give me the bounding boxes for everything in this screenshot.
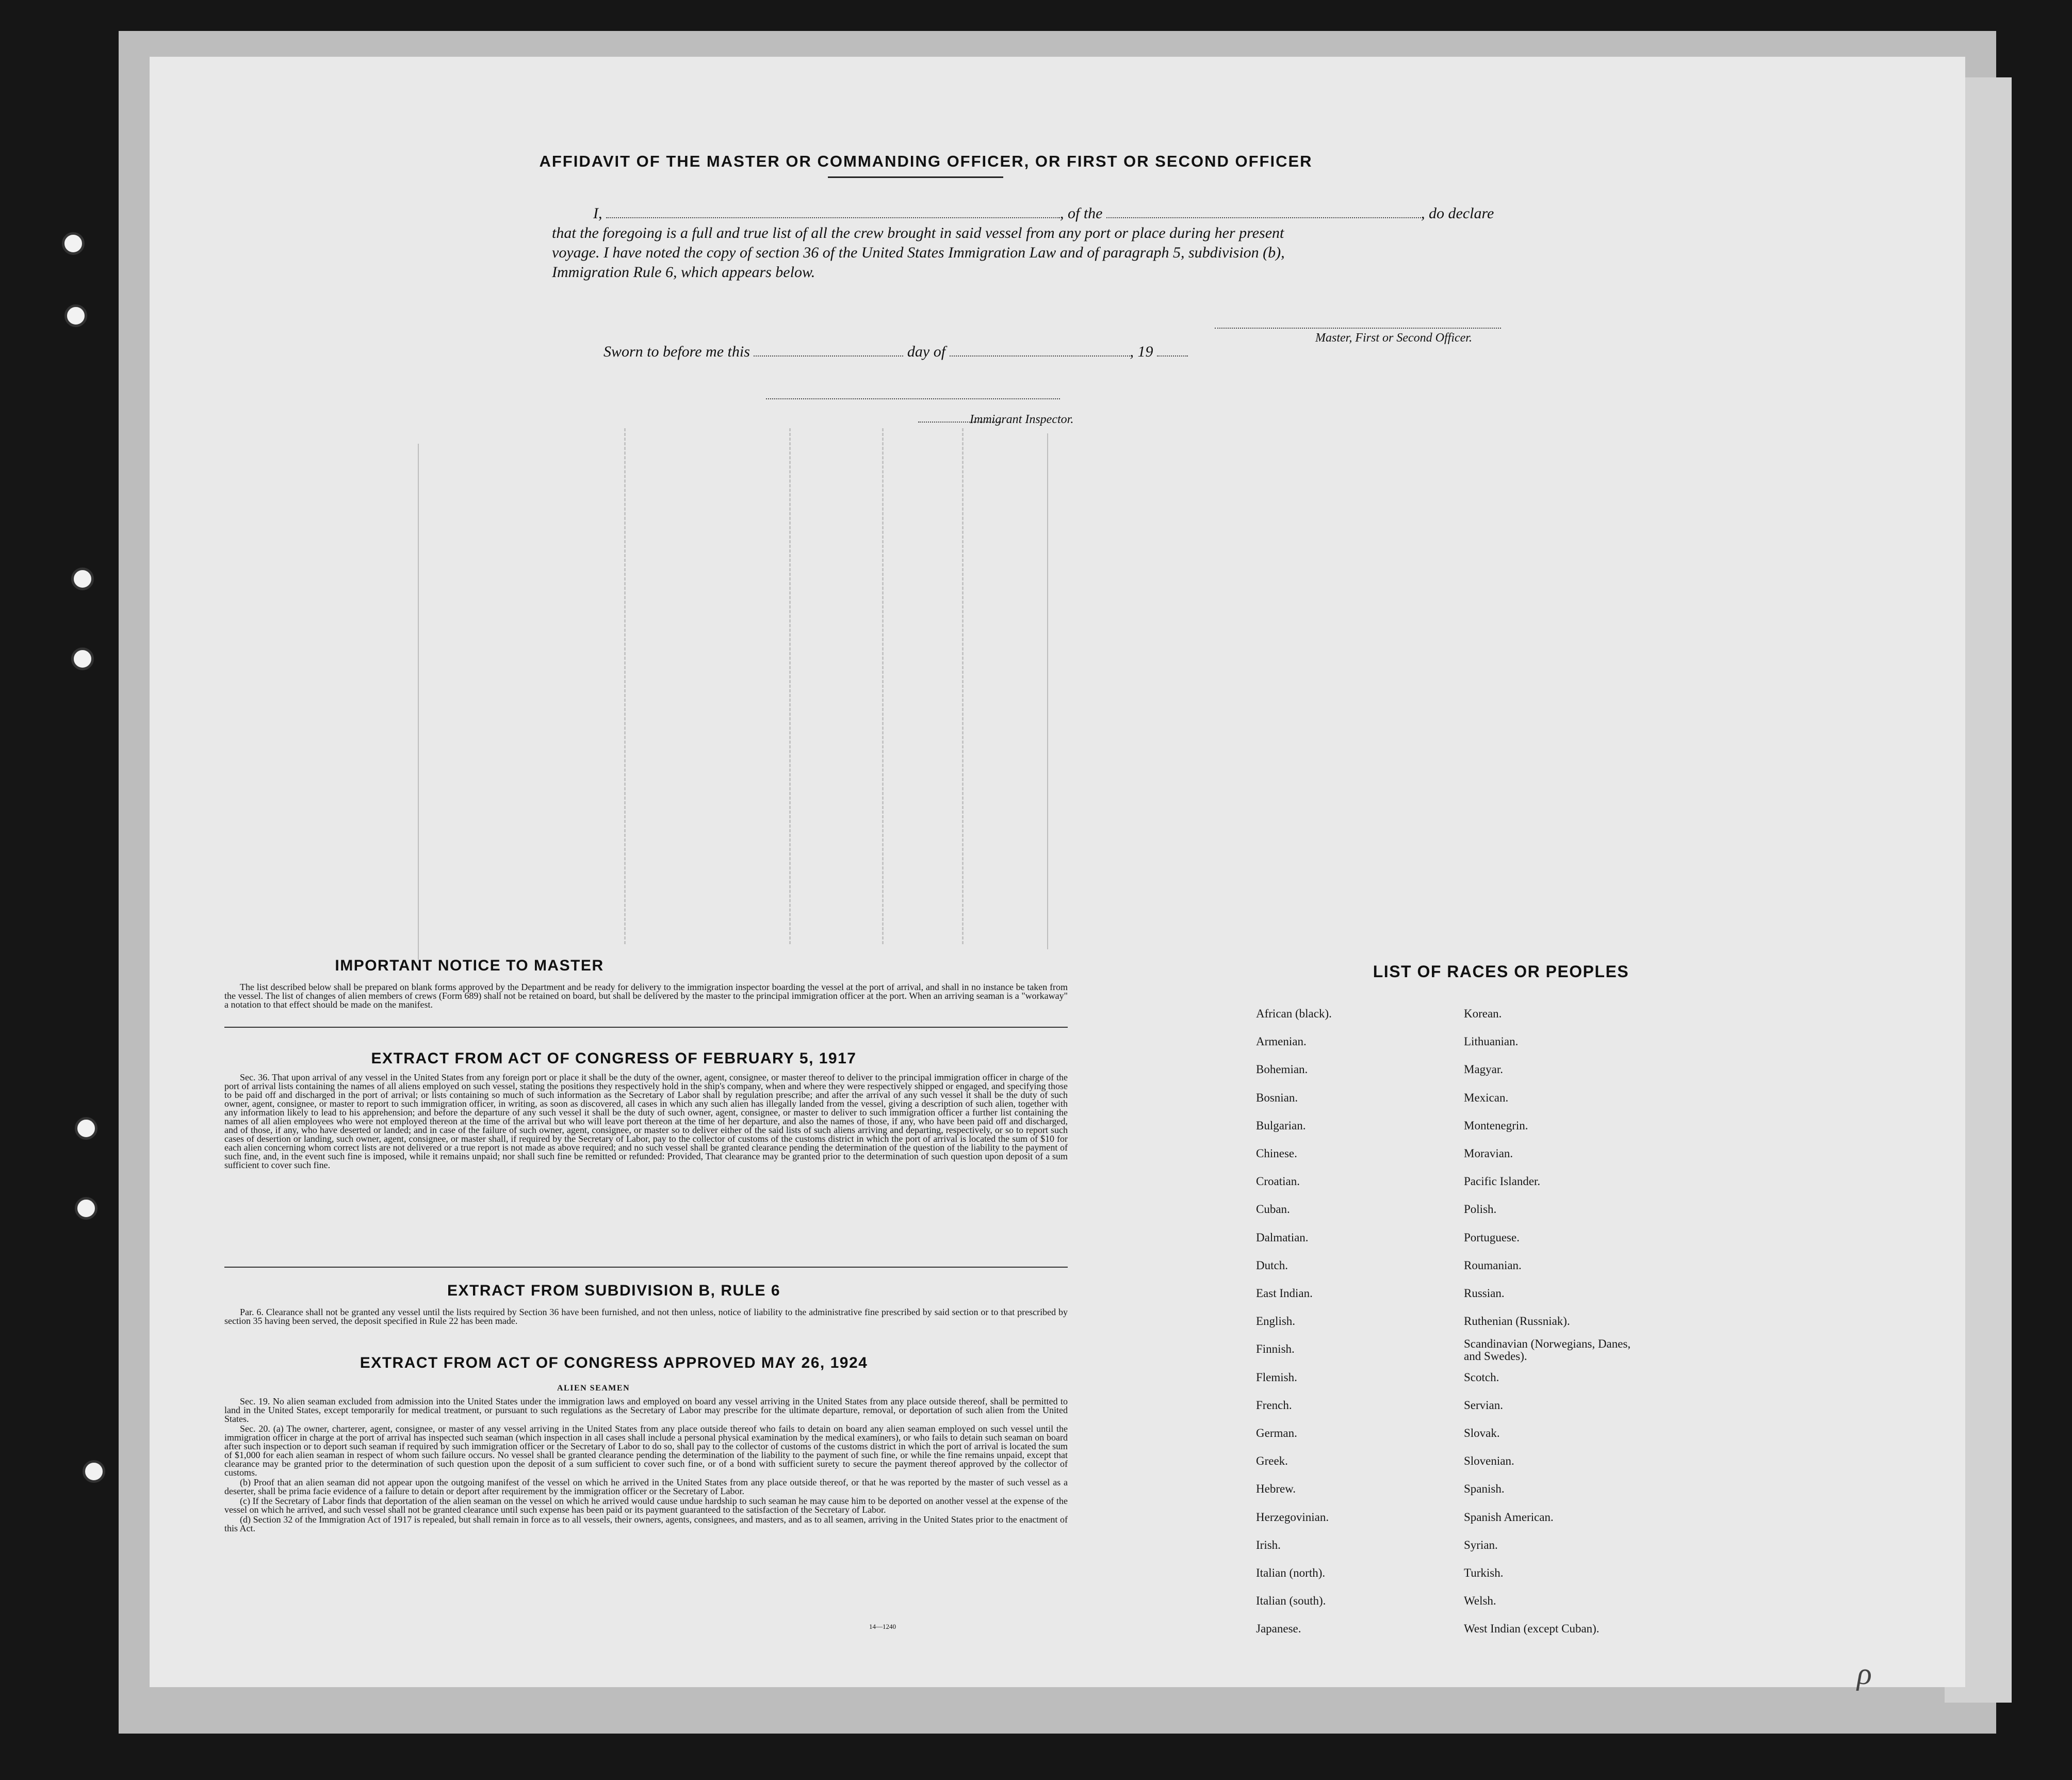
extract-1924-sec20b: (b) Proof that an alien seaman did not appear upon the outgoing manifest of the vessel on which he arrived in the United States from any place outside thereof, or that he was reported by the master of such vessel as a deserter, shall be prima facie evidence of a failure to detain or deport after requirement by the immigration officer or the Secretary of Labor. xyxy=(224,1477,1068,1496)
sworn-day-blank[interactable] xyxy=(754,344,903,357)
affidavit-title: AFFIDAVIT OF THE MASTER OR COMMANDING OFFICER, OR FIRST OR SECOND OFFICER xyxy=(539,152,1313,170)
extract-1924-sec20d: (d) Section 32 of the Immigration Act of 1917 is repealed, but shall remain in force as to all vessels, their owners, agents, consignees, and masters, and as to all seamen, arriving in the United States prior to the enactment of this Act. xyxy=(224,1514,1068,1533)
bleed-through-line xyxy=(882,428,884,944)
race-entry: Scotch. xyxy=(1464,1371,1499,1384)
extract-1924-title: EXTRACT FROM ACT OF CONGRESS APPROVED MAY 26, 1924 xyxy=(360,1354,868,1371)
affidavit-line xyxy=(552,204,1547,223)
extract-1924-sec20c: (c) If the Secretary of Labor finds that deportation of the alien seaman on the vessel on which he arrived would cause undue hardship to such seaman he may cause him to be deported on another vessel at the expense of the vessel on which he arrived, and such vessel shall not be granted clearance until such expense has been paid or its payment guaranteed to the satisfaction of the Secretary of Labor. xyxy=(224,1496,1068,1515)
binder-hole xyxy=(71,568,94,590)
sworn-text-year: , 19 xyxy=(1130,343,1153,360)
form-page xyxy=(150,57,1965,1691)
race-entry: Moravian. xyxy=(1464,1147,1513,1160)
race-entry: German. xyxy=(1256,1427,1297,1439)
race-entry: Syrian. xyxy=(1464,1539,1498,1551)
extract-1917-title: EXTRACT FROM ACT OF CONGRESS OF FEBRUARY 5, 1917 xyxy=(371,1050,857,1067)
bleed-through-line xyxy=(962,428,964,944)
sworn-text: Sworn to before me this xyxy=(603,343,750,360)
race-entry: Bulgarian. xyxy=(1256,1119,1306,1132)
race-entry: Welsh. xyxy=(1464,1594,1496,1607)
extract-rule6-title: EXTRACT FROM SUBDIVISION B, RULE 6 xyxy=(447,1282,781,1299)
extract-rule6-text xyxy=(224,1308,1068,1326)
sworn-text-day-of: day of xyxy=(907,343,946,360)
race-entry: Slovak. xyxy=(1464,1427,1500,1439)
affidavit-line: voyage. I have noted the copy of section 36 of the United States Immigration Law and of paragraph 5, subdivision (b), xyxy=(552,244,1285,261)
race-entry: Herzegovinian. xyxy=(1256,1511,1329,1524)
race-entry: Bohemian. xyxy=(1256,1063,1308,1076)
race-entry: Flemish. xyxy=(1256,1371,1297,1384)
race-entry: Turkish. xyxy=(1464,1566,1504,1579)
extract-1924-sec20a: Sec. 20. (a) The owner, charterer, agent, consignee, or master of any vessel arriving in the United States from any place outside thereof who fails to detain on board any alien seaman employed on such vessel until the immigration officer in charge at the port of arrival has inspected such seaman (which inspection in all cases shall include a personal physical examination by the medical examiners), or who fails to detain such seaman on board after such inspection or to deport such seaman if required by such immigration officer or the Secretary of Labor to do so, shall pay to the collector of customs of the customs district in which the port of arrival is located the sum of $1,000 for each alien seaman in respect of whom such failure occurs. No vessel shall be granted clearance pending the determination of the liability to the payment of such fine, or while the fine remains unpaid, except that clearance may be granted prior to the determination of such question upon the deposit of a sum sufficient to cover such fine, or of a bond with sufficient surety to secure the payment thereof approved by the collector of customs. xyxy=(224,1423,1068,1478)
extract-1924-text xyxy=(224,1397,1068,1534)
notice-text xyxy=(224,983,1068,1010)
race-entry: Dutch. xyxy=(1256,1259,1288,1272)
extract-1917-text xyxy=(224,1073,1068,1171)
sworn-year-blank[interactable] xyxy=(1157,344,1188,357)
affidavit-text xyxy=(552,204,1547,282)
race-entry: Italian (north). xyxy=(1256,1566,1326,1579)
binder-hole xyxy=(75,1197,97,1220)
race-entry: Irish. xyxy=(1256,1539,1281,1551)
affidavit-text-declare: , do declare xyxy=(1421,205,1494,222)
inspector-signature-line[interactable] xyxy=(766,398,1060,399)
race-entry: Montenegrin. xyxy=(1464,1119,1528,1132)
race-entry: Croatian. xyxy=(1256,1175,1300,1188)
form-number: 14—1240 xyxy=(869,1623,896,1630)
notice-paragraph: The list described below shall be prepared on blank forms approved by the Department and be ready for delivery to the immigration inspector boarding the vessel at the port of arrival, and shall in no instance be taken from the vessel. The list of changes of alien members of crews (Form 689) shall not be retained on board, but shall be delivered by the master to the principal immigration officer at the port. When an arriving seaman is a "workaway" a notation to that effect should be made on the manifest. xyxy=(224,982,1068,1010)
race-entry: Greek. xyxy=(1256,1454,1288,1467)
affidavit-text-of-the: , of the xyxy=(1060,205,1103,222)
race-entry: East Indian. xyxy=(1256,1287,1313,1300)
binder-hole xyxy=(71,648,94,670)
bleed-through-line xyxy=(624,428,626,944)
binder-hole xyxy=(75,1117,97,1140)
bleed-through-line xyxy=(418,444,419,960)
alien-seamen-subtitle: ALIEN SEAMEN xyxy=(557,1384,630,1393)
binder-hole xyxy=(62,232,85,255)
vessel-blank[interactable] xyxy=(1106,206,1421,218)
race-entry: Japanese. xyxy=(1256,1622,1301,1635)
binder-hole xyxy=(83,1460,105,1483)
bleed-through-line xyxy=(789,428,791,944)
master-signature-label: Master, First or Second Officer. xyxy=(1315,331,1472,345)
notice-title: IMPORTANT NOTICE TO MASTER xyxy=(335,957,604,974)
extract-rule6-paragraph: Par. 6. Clearance shall not be granted any vessel until the lists required by Section 36 have been furnished, and not then unless, notice of liability to the administrative fine prescribed by said section or to that prescribed by section 35 having been served, the deposit specified in Rule 22 has been made. xyxy=(224,1307,1068,1326)
race-entry: Scandinavian (Norwegians, Danes, and Swedes). xyxy=(1464,1337,1631,1363)
race-entry: French. xyxy=(1256,1399,1292,1412)
race-entry: Dalmatian. xyxy=(1256,1231,1309,1244)
race-entry: Servian. xyxy=(1464,1399,1504,1412)
race-entry: Korean. xyxy=(1464,1007,1502,1020)
affidavit-text-i: I, xyxy=(593,205,602,222)
race-entry: English. xyxy=(1256,1315,1296,1328)
name-blank[interactable] xyxy=(606,206,1060,218)
section-divider xyxy=(224,1267,1068,1268)
master-signature-line[interactable] xyxy=(1215,328,1501,329)
race-entry: Spanish. xyxy=(1464,1482,1505,1495)
race-entry: Spanish American. xyxy=(1464,1511,1554,1524)
race-entry: Ruthenian (Russniak). xyxy=(1464,1315,1570,1328)
race-entry: Cuban. xyxy=(1256,1203,1290,1216)
race-entry: Finnish. xyxy=(1256,1342,1295,1355)
affidavit-line: Immigration Rule 6, which appears below. xyxy=(552,264,815,281)
race-entry: Lithuanian. xyxy=(1464,1035,1519,1048)
race-entry: Russian. xyxy=(1464,1287,1505,1300)
races-title: LIST OF RACES OR PEOPLES xyxy=(1373,962,1629,981)
section-divider xyxy=(224,1027,1068,1028)
race-entry: Polish. xyxy=(1464,1203,1497,1216)
race-entry: Mexican. xyxy=(1464,1091,1509,1104)
extract-1924-sec19: Sec. 19. No alien seaman excluded from admission into the United States under the immigration laws and employed on board any vessel arriving in the United States from any place outside thereof, shall be permitted to land in the United States, except temporarily for medical treatment, or pursuant to such regulations as the Secretary of Labor may prescribe for the ultimate departure, removal, or deportation of such alien from the United States. xyxy=(224,1396,1068,1424)
race-entry: West Indian (except Cuban). xyxy=(1464,1622,1600,1635)
race-entry: Pacific Islander. xyxy=(1464,1175,1541,1188)
race-entry: Magyar. xyxy=(1464,1063,1504,1076)
race-entry: Slovenian. xyxy=(1464,1454,1514,1467)
binder-hole xyxy=(64,304,87,327)
sworn-month-blank[interactable] xyxy=(950,344,1130,357)
race-entry: Roumanian. xyxy=(1464,1259,1522,1272)
race-entry: Armenian. xyxy=(1256,1035,1307,1048)
bleed-through-line xyxy=(1047,433,1048,949)
extract-1917-paragraph: Sec. 36. That upon arrival of any vessel in the United States from any foreign port or place it shall be the duty of the owner, agent, consignee, or master thereof to deliver to the principal immigration officer in charge of the port of arrival lists containing the names of all aliens employed on such vessel, stating the positions they respectively hold in the ship's company, when and where they were respectively shipped or engaged, and specifying those to be paid off and discharged in the port of arrival; or lists containing so much of such information as the Secretary of Labor shall by regulation prescribe; and after the arrival of any such vessel it shall be the duty of such owner, agent, consignee, or master to report to such immigration officer, in writing, as soon as discovered, all cases in which any such alien has illegally landed from the vessel, giving a description of such alien, together with any information likely to lead to his apprehension; and before the departure of any such vessel it shall be the duty of such owner, agent, consignee, or master to deliver to such immigration officer a further list containing the names of all alien employees who were not employed thereon at the time of the arrival but who will leave port thereon at the time of her departure, and also the names of those, if any, who have been paid off and discharged, and of those, if any, who have deserted or landed; and in case of the failure of such owner, agent, consignee, or master so to deliver either of the said lists of such aliens arriving and departing, respectively, or so to report such cases of desertion or landing, such owner, agent, consignee, or master shall, if required by the Secretary of Labor, pay to the collector of customs of the customs district in which the port of arrival is located the sum of $10 for each alien concerning whom correct lists are not delivered or a true report is not made as above required; and no such vessel shall be granted clearance pending the determination of the question of the liability to the payment of such fine, and, in the event such fine is imposed, while it remains unpaid; nor shall such fine be remitted or refunded: Provided, That clearance may be granted prior to the determination of such question upon deposit of a sum sufficient to cover such fine. xyxy=(224,1072,1068,1170)
sworn-line xyxy=(603,343,1188,361)
race-entry: Portuguese. xyxy=(1464,1231,1520,1244)
race-entry: African (black). xyxy=(1256,1007,1332,1020)
inspector-label: Immigrant Inspector. xyxy=(970,413,1074,426)
handwritten-mark: ρ xyxy=(1857,1657,1872,1691)
race-entry: Bosnian. xyxy=(1256,1091,1298,1104)
race-entry: Chinese. xyxy=(1256,1147,1297,1160)
affidavit-line: that the foregoing is a full and true list of all the crew brought in said vessel from any port or place during her present xyxy=(552,224,1284,241)
race-entry: Italian (south). xyxy=(1256,1594,1326,1607)
race-entry: Hebrew. xyxy=(1256,1482,1296,1495)
title-rule xyxy=(828,176,1003,178)
